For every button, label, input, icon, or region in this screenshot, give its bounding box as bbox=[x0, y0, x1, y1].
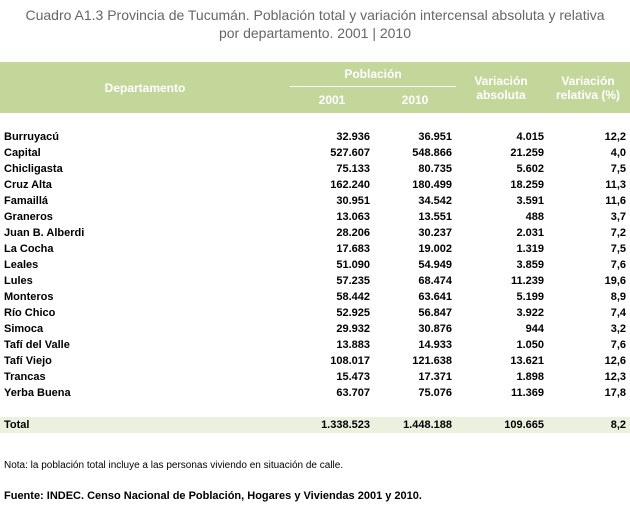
cell-variacion-absoluta: 109.665 bbox=[456, 417, 546, 433]
table-row bbox=[0, 145, 630, 161]
cell-departamento: Yerba Buena bbox=[4, 387, 71, 399]
cell-variacion-relativa: 8,9 bbox=[610, 291, 626, 303]
cell-variacion-relativa: 8,2 bbox=[546, 417, 630, 433]
total-row bbox=[0, 417, 630, 433]
cell-poblacion-2001: 527.607 bbox=[330, 147, 370, 159]
cell-departamento: La Cocha bbox=[4, 243, 54, 255]
cell-poblacion-2001: 32.936 bbox=[336, 131, 370, 143]
table-row bbox=[0, 225, 630, 241]
cell-variacion-relativa: 12,3 bbox=[604, 371, 626, 383]
table-note: Nota: la población total incluye a las personas viviendo en situación de calle. bbox=[4, 460, 344, 471]
table-row bbox=[0, 129, 630, 145]
cell-poblacion-2010: 75.076 bbox=[418, 387, 452, 399]
cell-departamento: Capital bbox=[4, 147, 41, 159]
title-line-1: Cuadro A1.3 Provincia de Tucumán. Población total y variación intercensal absoluta y relativa bbox=[25, 7, 605, 23]
header-2001: 2001 bbox=[290, 87, 374, 114]
cell-poblacion-2010: 30.876 bbox=[418, 323, 452, 335]
table-row bbox=[0, 177, 630, 193]
cell-variacion-relativa: 11,3 bbox=[605, 179, 626, 191]
cell-poblacion-2001: 51.090 bbox=[336, 259, 370, 271]
cell-poblacion-2010: 17.371 bbox=[418, 371, 452, 383]
cell-poblacion-2001: 52.925 bbox=[336, 307, 370, 319]
cell-variacion-relativa: 7,4 bbox=[610, 307, 626, 319]
cell-poblacion-2010: 1.448.188 bbox=[374, 417, 456, 433]
table-row bbox=[0, 257, 630, 273]
cell-departamento: Lules bbox=[4, 275, 33, 287]
table-row bbox=[0, 289, 630, 305]
cell-departamento: Leales bbox=[4, 259, 39, 271]
table-row bbox=[0, 241, 630, 257]
cell-poblacion-2010: 68.474 bbox=[418, 275, 452, 287]
table-row bbox=[0, 337, 630, 353]
cell-poblacion-2001: 108.017 bbox=[330, 355, 370, 367]
cell-poblacion-2001: 57.235 bbox=[336, 275, 370, 287]
cell-poblacion-2001: 13.063 bbox=[336, 211, 370, 223]
cell-variacion-relativa: 12,2 bbox=[604, 131, 626, 143]
cell-departamento: Tafí del Valle bbox=[4, 339, 70, 351]
table-row bbox=[0, 193, 630, 209]
header-variacion-absoluta: Variación absoluta bbox=[456, 62, 546, 113]
header-departamento: Departamento bbox=[0, 62, 290, 113]
cell-poblacion-2001: 75.133 bbox=[336, 163, 370, 175]
cell-departamento: Río Chico bbox=[4, 307, 56, 319]
cell-variacion-absoluta: 11.239 bbox=[510, 275, 544, 287]
header-poblacion: Población bbox=[290, 62, 456, 87]
table-title bbox=[0, 6, 630, 42]
cell-variacion-absoluta: 3.922 bbox=[516, 307, 544, 319]
table-row bbox=[0, 209, 630, 225]
cell-poblacion-2001: 58.442 bbox=[336, 291, 370, 303]
table-row bbox=[0, 385, 630, 401]
cell-variacion-relativa: 3,2 bbox=[610, 323, 626, 335]
cell-variacion-absoluta: 1.050 bbox=[516, 339, 544, 351]
cell-variacion-relativa: 7,5 bbox=[610, 163, 626, 175]
cell-departamento: Cruz Alta bbox=[4, 179, 52, 191]
cell-variacion-relativa: 7,6 bbox=[610, 259, 626, 271]
header-variacion-relativa: Variación relativa (%) bbox=[546, 62, 630, 113]
cell-variacion-relativa: 7,5 bbox=[610, 243, 626, 255]
cell-variacion-absoluta: 1.319 bbox=[516, 243, 544, 255]
cell-variacion-absoluta: 4.015 bbox=[516, 131, 544, 143]
cell-variacion-absoluta: 21.259 bbox=[510, 147, 544, 159]
cell-departamento: Simoca bbox=[4, 323, 44, 335]
cell-departamento: Chicligasta bbox=[4, 163, 63, 175]
header-2010: 2010 bbox=[374, 87, 456, 114]
spacer-row bbox=[0, 113, 630, 129]
cell-poblacion-2001: 30.951 bbox=[336, 195, 370, 207]
table-body bbox=[0, 113, 630, 433]
table-row bbox=[0, 161, 630, 177]
title-line-2: por departamento. 2001 | 2010 bbox=[218, 25, 411, 41]
cell-departamento: Tafí Viejo bbox=[4, 355, 52, 367]
cell-poblacion-2010: 14.933 bbox=[418, 339, 452, 351]
cell-poblacion-2001: 28.206 bbox=[336, 227, 370, 239]
cell-poblacion-2010: 121.638 bbox=[412, 355, 452, 367]
cell-variacion-relativa: 17,8 bbox=[604, 387, 626, 399]
cell-poblacion-2001: 13.883 bbox=[336, 339, 370, 351]
cell-departamento: Graneros bbox=[4, 211, 53, 223]
header-row-1 bbox=[0, 62, 630, 87]
cell-poblacion-2010: 13.551 bbox=[418, 211, 452, 223]
cell-departamento: Famaillá bbox=[4, 195, 49, 207]
cell-variacion-relativa: 7,6 bbox=[610, 339, 626, 351]
cell-variacion-absoluta: 13.621 bbox=[510, 355, 544, 367]
cell-variacion-absoluta: 5.199 bbox=[516, 291, 544, 303]
cell-variacion-absoluta: 2.031 bbox=[516, 227, 544, 239]
cell-variacion-absoluta: 1.898 bbox=[516, 371, 544, 383]
cell-departamento: Trancas bbox=[4, 371, 46, 383]
cell-departamento: Total bbox=[0, 417, 290, 433]
cell-variacion-absoluta: 944 bbox=[525, 323, 544, 335]
spacer-row bbox=[0, 401, 630, 417]
cell-variacion-relativa: 12,6 bbox=[604, 355, 626, 367]
cell-poblacion-2010: 180.499 bbox=[412, 179, 452, 191]
cell-variacion-absoluta: 3.859 bbox=[516, 259, 544, 271]
table-row bbox=[0, 305, 630, 321]
table-row bbox=[0, 321, 630, 337]
cell-variacion-relativa: 7,2 bbox=[610, 227, 626, 239]
table-row bbox=[0, 369, 630, 385]
cell-variacion-relativa: 4,0 bbox=[610, 147, 626, 159]
cell-poblacion-2001: 15.473 bbox=[336, 371, 370, 383]
cell-variacion-relativa: 11,6 bbox=[605, 195, 626, 207]
table-source: Fuente: INDEC. Censo Nacional de Población, Hogares y Viviendas 2001 y 2010. bbox=[4, 490, 422, 502]
cell-poblacion-2001: 1.338.523 bbox=[290, 417, 374, 433]
cell-departamento: Burruyacú bbox=[4, 131, 60, 143]
cell-poblacion-2010: 30.237 bbox=[418, 227, 452, 239]
cell-poblacion-2010: 63.641 bbox=[418, 291, 452, 303]
cell-poblacion-2001: 63.707 bbox=[336, 387, 370, 399]
cell-poblacion-2001: 162.240 bbox=[330, 179, 370, 191]
cell-poblacion-2010: 19.002 bbox=[418, 243, 452, 255]
cell-poblacion-2010: 80.735 bbox=[418, 163, 452, 175]
cell-poblacion-2010: 54.949 bbox=[418, 259, 452, 271]
cell-variacion-relativa: 19,6 bbox=[604, 275, 626, 287]
cell-variacion-absoluta: 3.591 bbox=[516, 195, 544, 207]
cell-poblacion-2010: 56.847 bbox=[418, 307, 452, 319]
cell-variacion-absoluta: 488 bbox=[525, 211, 544, 223]
cell-poblacion-2001: 29.932 bbox=[336, 323, 370, 335]
cell-poblacion-2010: 36.951 bbox=[418, 131, 452, 143]
table-row bbox=[0, 273, 630, 289]
cell-variacion-absoluta: 18.259 bbox=[510, 179, 544, 191]
table-row bbox=[0, 353, 630, 369]
cell-variacion-absoluta: 5.602 bbox=[516, 163, 544, 175]
cell-departamento: Monteros bbox=[4, 291, 54, 303]
cell-variacion-absoluta: 11.369 bbox=[510, 387, 544, 399]
population-table bbox=[0, 62, 630, 433]
cell-departamento: Juan B. Alberdi bbox=[4, 227, 85, 239]
cell-poblacion-2010: 548.866 bbox=[412, 147, 452, 159]
cell-variacion-relativa: 3,7 bbox=[610, 211, 626, 223]
cell-poblacion-2001: 17.683 bbox=[336, 243, 370, 255]
cell-poblacion-2010: 34.542 bbox=[418, 195, 452, 207]
